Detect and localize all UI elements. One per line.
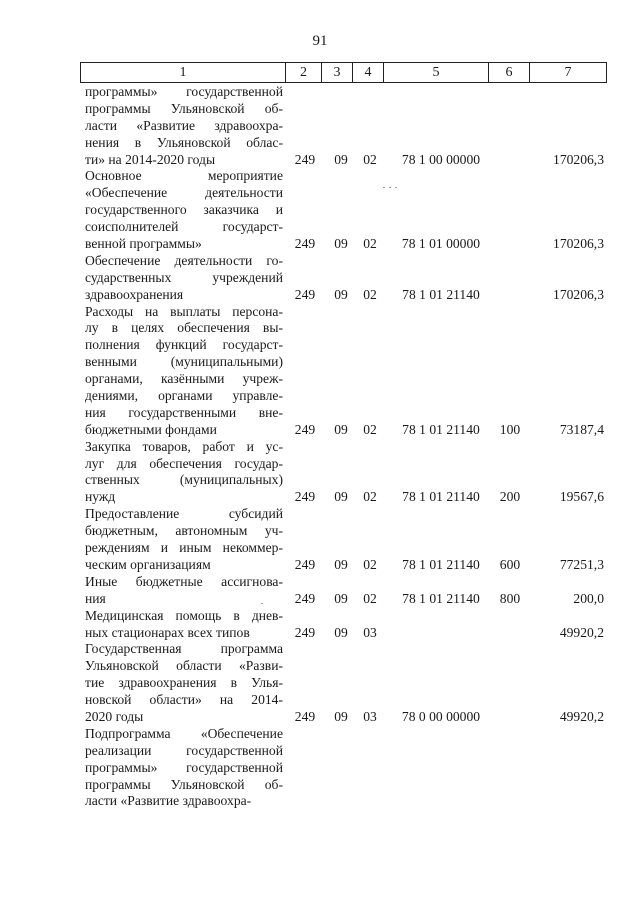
amount: 170206,3 xyxy=(553,151,604,167)
subsection-code: 02 xyxy=(363,151,377,167)
ministry-code: 249 xyxy=(294,489,316,505)
section-code: 09 xyxy=(334,421,348,437)
description-line: программы» государственной xyxy=(85,84,283,99)
page-number: 91 xyxy=(312,33,328,49)
row-values xyxy=(0,152,640,169)
expense-type-code: 800 xyxy=(499,590,521,606)
description-line: ти» на 2014-2020 годы xyxy=(85,151,216,167)
row-values xyxy=(0,625,640,642)
subsection-code: 02 xyxy=(363,489,377,505)
description-line: программы Ульяновской об- xyxy=(85,100,283,116)
description-line: «Обеспечение деятельности xyxy=(85,185,283,201)
subsection-code: 03 xyxy=(363,708,377,724)
table-row xyxy=(0,168,640,252)
ministry-code: 249 xyxy=(294,624,316,640)
column-header-7: 7 xyxy=(529,62,607,83)
ministry-code: 249 xyxy=(294,590,316,606)
description-line: государственного заказчика и xyxy=(85,202,283,218)
amount: 19567,6 xyxy=(559,489,604,505)
description-line: бюджетными фондами xyxy=(85,421,217,437)
description-line: луг для обеспечения государ- xyxy=(85,455,283,471)
description-line: ния государственными вне- xyxy=(85,404,283,420)
description-line: Медицинская помощь в днев- xyxy=(85,607,283,623)
target-article-code: 78 0 00 00000 xyxy=(401,708,481,724)
subsection-code: 03 xyxy=(363,624,377,640)
expense-type-code: 100 xyxy=(499,421,521,437)
table-row xyxy=(0,641,640,725)
scan-speck xyxy=(383,187,385,188)
table-body xyxy=(0,84,640,810)
description-line: органами, казёнными учреж- xyxy=(85,371,283,387)
row-values xyxy=(0,236,640,253)
target-article-code: 78 1 01 21140 xyxy=(402,421,480,437)
target-article-code: 78 1 01 21140 xyxy=(402,286,480,302)
ministry-code: 249 xyxy=(294,236,316,252)
description-line: Ульяновской области «Разви- xyxy=(85,658,283,674)
row-values xyxy=(0,557,640,574)
table-row xyxy=(0,726,640,810)
scan-speck xyxy=(389,187,391,188)
table-header xyxy=(80,62,607,83)
description-line: Подпрограмма «Обеспечение xyxy=(85,725,283,741)
description-line: Иные бюджетные ассигнова- xyxy=(85,573,283,589)
section-code: 09 xyxy=(334,708,348,724)
row-values xyxy=(0,489,640,506)
description-line: программы» государственной xyxy=(85,759,283,775)
section-code: 09 xyxy=(334,556,348,572)
table-row xyxy=(0,574,640,608)
description-line: Обеспечение деятельности го- xyxy=(85,252,283,268)
row-values xyxy=(0,709,640,726)
description-line: 2020 годы xyxy=(85,708,144,724)
target-article-code: 78 1 01 21140 xyxy=(402,489,480,505)
amount: 170206,3 xyxy=(553,236,604,252)
description-line: ласти «Развитие здравоохра- xyxy=(85,793,252,809)
description-line: ласти «Развитие здравоохра- xyxy=(85,117,283,133)
section-code: 09 xyxy=(334,489,348,505)
table-row xyxy=(0,84,640,168)
ministry-code: 249 xyxy=(294,286,316,302)
amount: 200,0 xyxy=(573,590,604,606)
subsection-code: 02 xyxy=(363,590,377,606)
expense-type-code: 200 xyxy=(499,489,521,505)
description-line: ния xyxy=(85,590,106,606)
description-line: программы Ульяновской об- xyxy=(85,776,283,792)
description-line: здравоохранения xyxy=(85,286,184,302)
table-row xyxy=(0,506,640,574)
subsection-code: 02 xyxy=(363,556,377,572)
target-article-code: 78 1 01 21140 xyxy=(402,556,480,572)
scan-speck xyxy=(395,187,397,188)
row-values xyxy=(0,287,640,304)
description-line: Государственная программа xyxy=(85,641,283,657)
description-line: нужд xyxy=(85,489,116,505)
row-values xyxy=(0,793,640,810)
table-row xyxy=(0,439,640,507)
description-line: соисполнителей государст- xyxy=(85,219,283,235)
description-line: венными (муниципальными) xyxy=(85,354,283,370)
column-header-6: 6 xyxy=(488,62,530,83)
ministry-code: 249 xyxy=(294,708,316,724)
description-line: ственных (муниципальных) xyxy=(85,472,283,488)
description-line: бюджетным, автономным уч- xyxy=(85,523,283,539)
target-article-code: 78 1 01 00000 xyxy=(401,236,481,252)
column-header-5: 5 xyxy=(383,62,489,83)
row-values xyxy=(0,591,640,608)
description-line: Закупка товаров, работ и ус- xyxy=(85,438,283,454)
description-line: Предоставление субсидий xyxy=(85,506,283,522)
column-header-4: 4 xyxy=(352,62,384,83)
ministry-code: 249 xyxy=(294,556,316,572)
description-line: Основное мероприятие xyxy=(85,168,283,184)
subsection-code: 02 xyxy=(363,421,377,437)
expense-type-code: 600 xyxy=(499,556,521,572)
row-description xyxy=(85,304,283,439)
scan-speck xyxy=(261,603,263,604)
column-header-3: 3 xyxy=(321,62,353,83)
description-line: полнения функций государст- xyxy=(85,337,283,353)
section-code: 09 xyxy=(334,590,348,606)
column-header-1: 1 xyxy=(80,62,286,83)
section-code: 09 xyxy=(334,624,348,640)
row-values xyxy=(0,422,640,439)
description-line: нения в Ульяновской облас- xyxy=(85,134,283,150)
description-line: новской области» на 2014- xyxy=(85,692,283,708)
amount: 49920,2 xyxy=(559,708,604,724)
amount: 170206,3 xyxy=(553,286,604,302)
target-article-code: 78 1 00 00000 xyxy=(401,151,481,167)
description-line: венной программы» xyxy=(85,236,202,252)
amount: 73187,4 xyxy=(559,421,604,437)
description-line: тие здравоохранения в Улья- xyxy=(85,675,283,691)
description-line: ных стационарах всех типов xyxy=(85,624,250,640)
table-row xyxy=(0,304,640,439)
section-code: 09 xyxy=(334,286,348,302)
description-line: ческим организациям xyxy=(85,556,211,572)
description-line: реждениям и иным некоммер- xyxy=(85,540,283,556)
description-line: сударственных учреждений xyxy=(85,269,283,285)
section-code: 09 xyxy=(334,236,348,252)
column-header-2: 2 xyxy=(285,62,322,83)
table-row xyxy=(0,608,640,642)
ministry-code: 249 xyxy=(294,421,316,437)
description-line: реализации государственной xyxy=(85,742,283,758)
amount: 77251,3 xyxy=(559,556,604,572)
subsection-code: 02 xyxy=(363,286,377,302)
description-line: Расходы на выплаты персона- xyxy=(85,303,283,319)
ministry-code: 249 xyxy=(294,151,316,167)
description-line: лу в целях обеспечения вы- xyxy=(85,320,283,336)
subsection-code: 02 xyxy=(363,236,377,252)
amount: 49920,2 xyxy=(559,624,604,640)
description-line: дениями, органами управле- xyxy=(85,388,283,404)
table-row xyxy=(0,253,640,304)
section-code: 09 xyxy=(334,151,348,167)
target-article-code: 78 1 01 21140 xyxy=(402,590,480,606)
